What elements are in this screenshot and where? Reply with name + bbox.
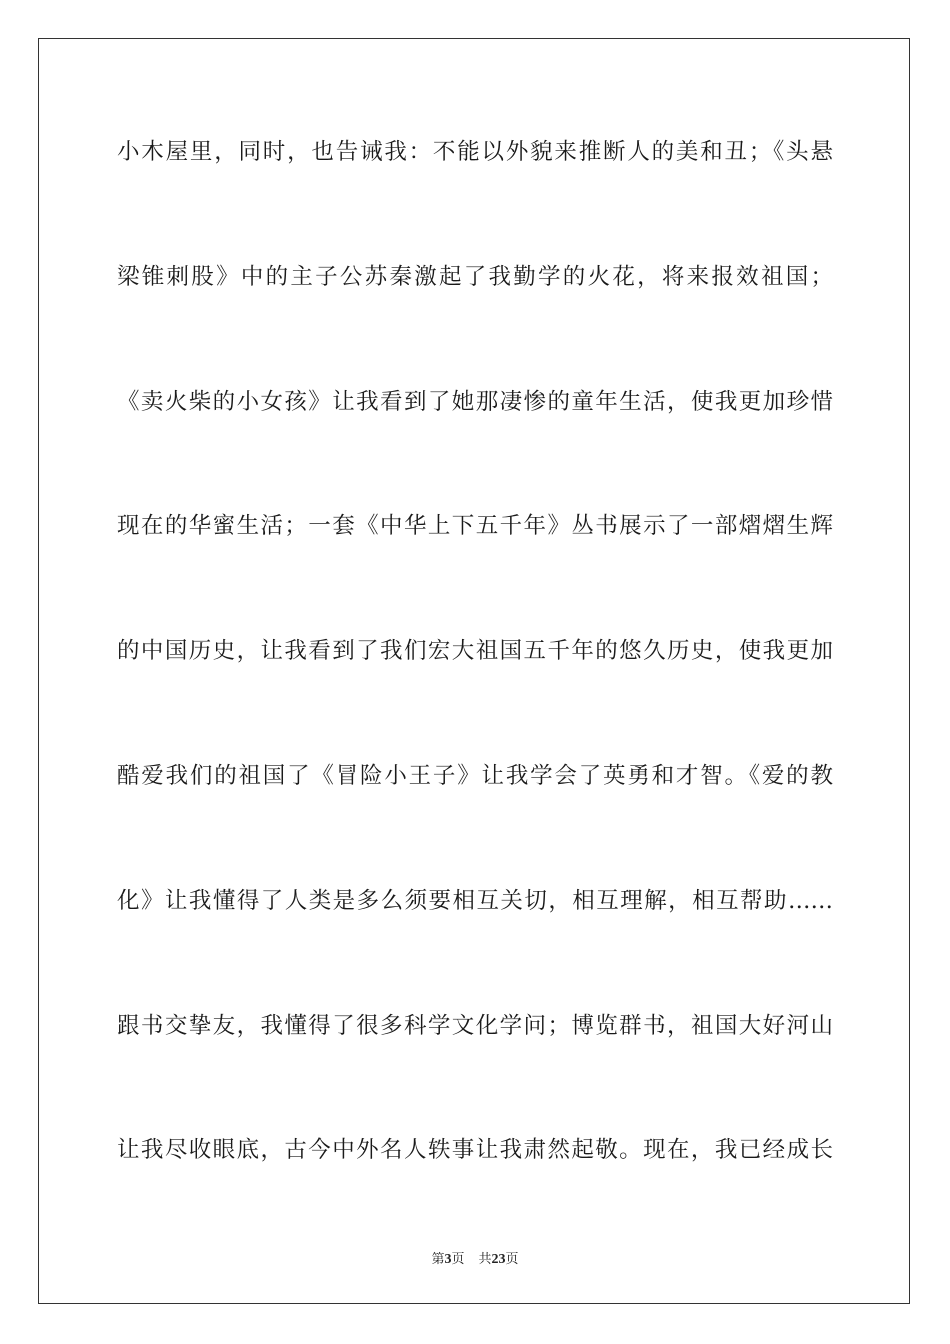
total-label-prefix: 共 [478,1252,492,1267]
text-line: 《卖火柴的小女孩》让我看到了她那凄惨的童年生活，使我更加珍惜 [117,388,833,415]
page-footer [0,1248,950,1268]
text-line: 让我尽收眼底，古今中外名人轶事让我肃然起敬。现在，我已经成长 [117,1137,833,1164]
text-line: 小木屋里，同时，也告诫我：不能以外貌来推断人的美和丑；《头悬 [117,139,833,165]
text-line: 梁锥刺股》中的主子公苏秦激起了我勤学的火花，将来报效祖国； [117,263,833,290]
total-label-suffix: 页 [505,1252,519,1267]
text-line: 的中国历史，让我看到了我们宏大祖国五千年的悠久历史，使我更加 [117,638,833,665]
text-line: 跟书交挚友，我懂得了很多科学文化学问；博览群书，祖国大好河山 [117,1012,833,1039]
text-line: 现在的华蜜生活；一套《中华上下五千年》丛书展示了一部熠熠生辉 [117,513,833,540]
page-number: 3 [444,1252,452,1267]
page-label-prefix: 第 [431,1252,445,1267]
text-line: 酷爱我们的祖国了《冒险小王子》让我学会了英勇和才智。《爱的教 [117,762,833,789]
total-pages: 23 [491,1252,506,1267]
page-label-suffix: 页 [451,1252,465,1267]
document-body [117,122,833,1245]
text-line: 化》让我懂得了人类是多么须要相互关切，相互理解，相互帮助…… [117,887,833,914]
